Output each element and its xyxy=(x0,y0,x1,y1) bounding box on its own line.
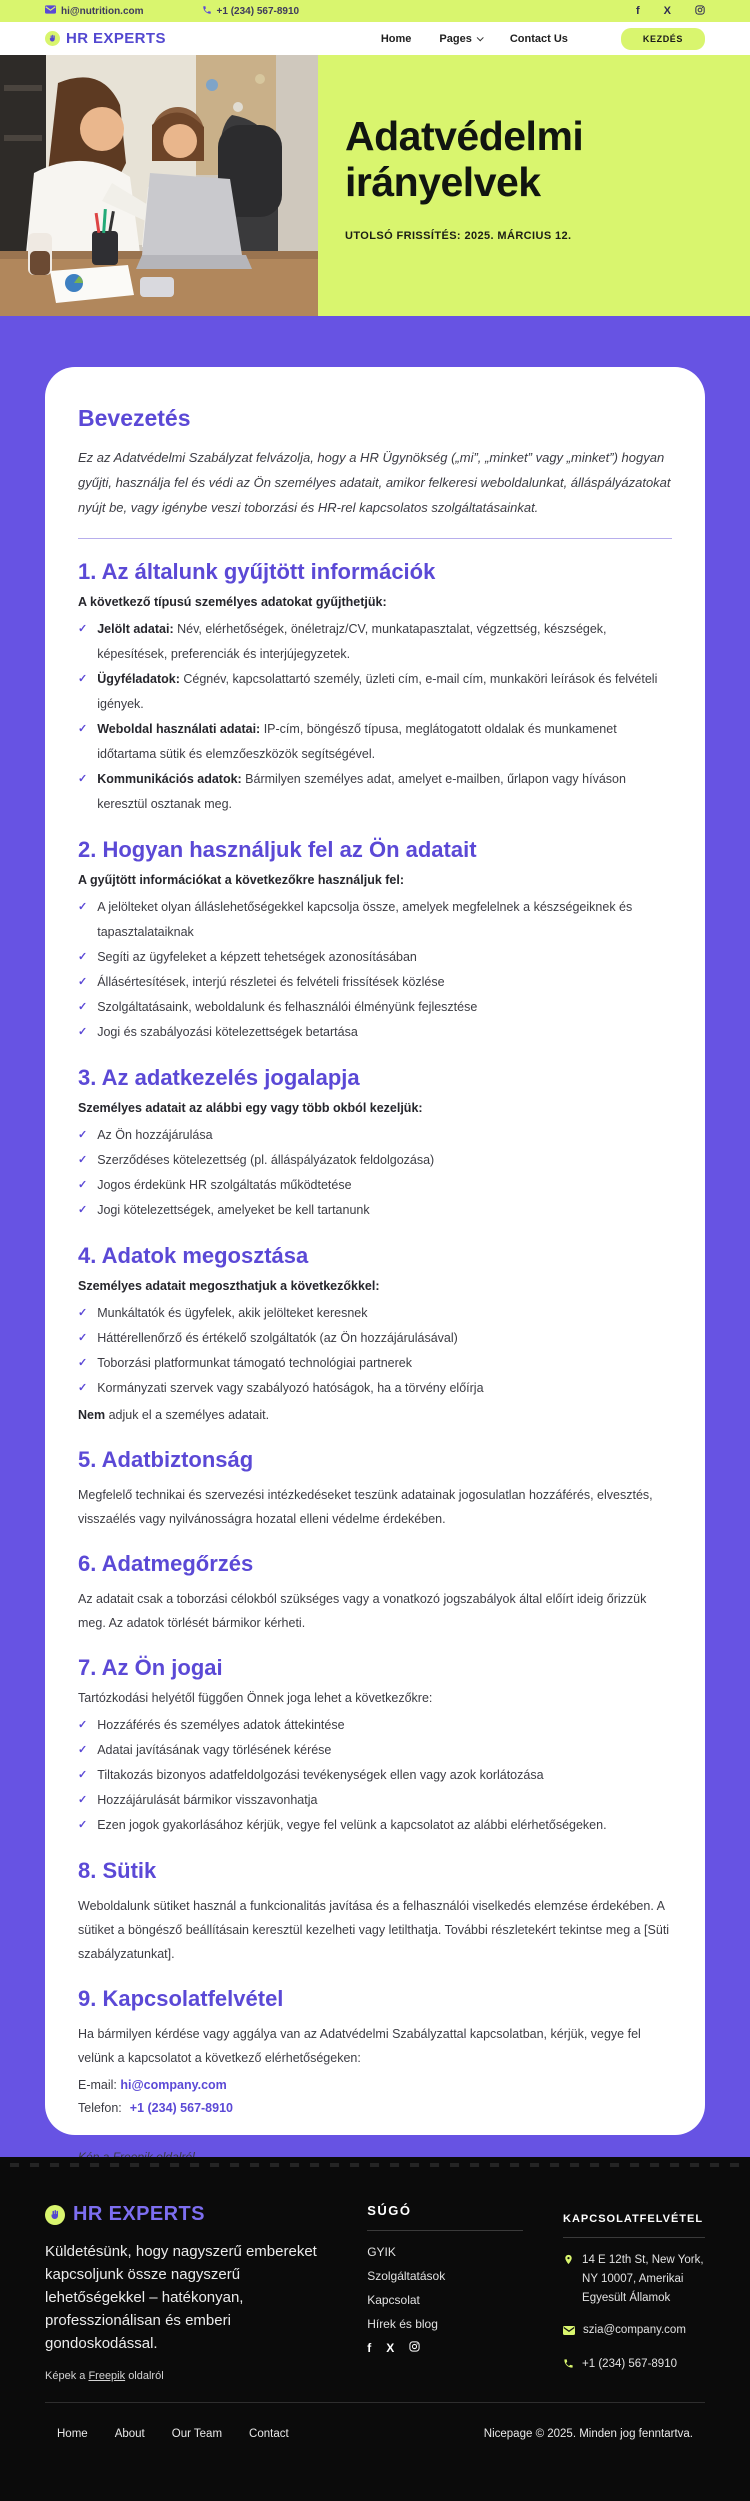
section-heading: 8. Sütik xyxy=(78,1858,157,1883)
facebook-icon[interactable]: f xyxy=(635,5,640,17)
checklist-item xyxy=(78,1788,672,1813)
nav-pages[interactable]: Pages xyxy=(439,33,481,45)
check-icon: ✓ xyxy=(78,1769,88,1781)
section-lead: A következő típusú személyes adatokat gyűjthetjük: xyxy=(78,595,387,609)
footer-brand-column xyxy=(45,2203,325,2382)
hero-photo xyxy=(0,55,318,316)
section-heading: 2. Hogyan használjuk fel az Ön adatait xyxy=(78,837,477,862)
footer-image-credit: Képek a Freepik oldalról xyxy=(45,2370,164,2382)
check-icon: ✓ xyxy=(78,1819,88,1831)
phone-link[interactable]: +1 (234) 567-8910 xyxy=(129,2101,233,2115)
checklist-item-text: Szolgáltatásaink, weboldalunk és felhasználói élményünk fejlesztése xyxy=(97,1000,478,1014)
chevron-down-icon xyxy=(477,34,484,41)
envelope-icon xyxy=(45,5,56,17)
checklist-item xyxy=(78,1020,672,1045)
check-icon: ✓ xyxy=(78,1204,88,1216)
check-icon: ✓ xyxy=(78,673,88,685)
facebook-icon[interactable]: f xyxy=(367,2341,372,2355)
checklist-item xyxy=(78,1123,672,1148)
checklist-item xyxy=(78,895,672,945)
section-lead: Személyes adatait az alábbi egy vagy több okból kezeljük: xyxy=(78,1101,423,1115)
section-heading: 6. Adatmegőrzés xyxy=(78,1551,254,1576)
instagram-icon[interactable] xyxy=(409,2341,420,2355)
checklist-item xyxy=(78,617,672,667)
instagram-icon[interactable] xyxy=(695,5,705,18)
checklist-item xyxy=(78,1326,672,1351)
checklist-item-text: Ezen jogok gyakorlásához kérjük, vegye fel velünk a kapcsolatot az alábbi elérhetőségeken. xyxy=(97,1818,607,1832)
footer-nav-link[interactable]: Our Team xyxy=(171,2428,223,2440)
topbar-social xyxy=(636,5,705,18)
footer-phone-link[interactable]: +1 (234) 567-8910 xyxy=(582,2358,677,2370)
section-paragraph: Weboldalunk sütiket használ a funkcionalitás javítása és a felhasználói viselkedés elemzése érdekében. A sütiket a böngésző beállításain keresztül kezelheti vagy letilthatja. További részletekért tekintse meg a [Süti szabályzatunkat]. xyxy=(78,1899,670,1961)
nav-home[interactable]: Home xyxy=(380,32,412,45)
check-icon: ✓ xyxy=(78,976,88,988)
checklist-item-text: Az Ön hozzájárulása xyxy=(97,1128,213,1142)
checklist-item xyxy=(78,995,672,1020)
section-paragraph: Megfelelő technikai és szervezési intézkedéseket teszünk adatainak jogosulatlan hozzáférés, elvesztés, visszaélés vagy nyilvánosságra hozatal elleni védelme érdekében. xyxy=(78,1488,653,1526)
checklist-item xyxy=(78,1763,672,1788)
checklist xyxy=(78,895,672,1045)
footer-help-link[interactable]: Szolgáltatások xyxy=(367,2269,446,2283)
site-header xyxy=(0,22,750,55)
last-updated: UTOLSÓ FRISSÍTÉS: 2025. MÁRCIUS 12. xyxy=(345,229,572,242)
checklist xyxy=(78,1123,672,1223)
checklist-item-text: Toborzási platformunkat támogató technológiai partnerek xyxy=(97,1356,412,1370)
checklist-item-text: Adatai javításának vagy törlésének kérése xyxy=(97,1743,332,1757)
checklist-item-text: Tiltakozás bizonyos adatfeldolgozási tevékenységek ellen vagy azok korlátozása xyxy=(97,1768,544,1782)
hero-text xyxy=(318,55,603,316)
article-sections xyxy=(78,559,672,2120)
footer-mission: Küldetésünk, hogy nagyszerű embereket kapcsoljunk össze nagyszerű lehetőségekkel – hatékonyan, professzionálisan és emberi gondoskodással. xyxy=(45,2243,317,2352)
check-icon: ✓ xyxy=(78,1382,88,1394)
checklist-item xyxy=(78,970,672,995)
checklist-item xyxy=(78,1351,672,1376)
x-icon[interactable]: X xyxy=(663,5,671,17)
checklist-item-text: Weboldal használati adatai: IP-cím, böngésző típusa, meglátogatott oldalak és munkamenet időtartama sütik és elemzőeszközök segítségével. xyxy=(97,722,617,761)
check-icon: ✓ xyxy=(78,1357,88,1369)
footer-contact-heading: KAPCSOLATFELVÉTEL xyxy=(563,2213,705,2238)
topbar-phone-link[interactable] xyxy=(202,5,300,18)
checklist-item xyxy=(78,1813,672,1838)
checklist-item-text: Hozzáférés és személyes adatok áttekintése xyxy=(97,1718,345,1732)
footer-help-links xyxy=(367,2245,523,2331)
checklist-item-text: Jogi és szabályozási kötelezettségek betartása xyxy=(97,1025,358,1039)
checklist-item-text: Ügyféladatok: Cégnév, kapcsolattartó személy, üzleti cím, e-mail cím, munkaköri leírások és felvételi igények. xyxy=(97,672,658,711)
brand-hand-icon xyxy=(45,31,60,46)
checklist-item-text: Jelölt adatai: Név, elérhetőségek, önéletrajz/CV, munkatapasztalat, végzettség, készségek, képesítések, preferenciák és interjújegyzetek. xyxy=(97,622,607,661)
check-icon: ✓ xyxy=(78,1719,88,1731)
topbar-email-link[interactable] xyxy=(45,5,144,17)
cta-button[interactable]: KEZDÉS xyxy=(621,28,705,50)
footer-phone xyxy=(563,2355,705,2376)
checklist-item-text: Hozzájárulását bármikor visszavonhatja xyxy=(97,1793,318,1807)
topbar-email-text: hi@nutrition.com xyxy=(61,5,144,17)
checklist xyxy=(78,1713,672,1838)
section-heading: 3. Az adatkezelés jogalapja xyxy=(78,1065,360,1090)
section-heading: 4. Adatok megosztása xyxy=(78,1243,309,1268)
footer-brand-hand-icon xyxy=(45,2205,65,2225)
checklist-item-text: Jogos érdekünk HR szolgáltatás működtetése xyxy=(97,1178,352,1192)
policy-section xyxy=(78,1551,672,1635)
site-footer xyxy=(0,2157,750,2501)
checklist-item-text: Jogi kötelezettségek, amelyeket be kell tartanunk xyxy=(97,1203,370,1217)
checklist-item-text: Munkáltatók és ügyfelek, akik jelölteket keresnek xyxy=(97,1306,368,1320)
brand-text: HR EXPERTS xyxy=(66,30,166,47)
policy-section xyxy=(78,1986,672,2120)
policy-section xyxy=(78,1858,672,1966)
email-link[interactable]: hi@company.com xyxy=(120,2078,227,2092)
footer-nav-link[interactable]: About xyxy=(114,2428,145,2440)
footer-nav-link[interactable]: Contact xyxy=(249,2428,289,2440)
section-note: Nem adjuk el a személyes adatait. xyxy=(78,1408,270,1422)
footer-freepik-link[interactable]: Freepik xyxy=(88,2370,126,2382)
checklist-item xyxy=(78,1738,672,1763)
main-section xyxy=(0,316,750,2157)
check-icon: ✓ xyxy=(78,1001,88,1013)
footer-help-column xyxy=(367,2203,523,2382)
nav-contact-us[interactable]: Contact Us xyxy=(509,32,568,45)
checklist-item-text: A jelölteket olyan álláslehetőségekkel kapcsolja össze, amelyek megfelelnek a készségeiknek és tapasztalataiknak xyxy=(97,900,633,939)
footer-help-heading: SÚGÓ xyxy=(367,2203,523,2231)
footer-help-link[interactable]: GYIK xyxy=(367,2245,396,2259)
section-lead: A gyűjtött információkat a következőkre használjuk fel: xyxy=(78,873,405,887)
checklist-item-text: Kormányzati szervek vagy szabályozó hatóságok, ha a törvény előírja xyxy=(97,1381,484,1395)
footer-brand-text: HR EXPERTS xyxy=(73,2203,205,2225)
policy-section xyxy=(78,837,672,1045)
topbar-phone-text: +1 (234) 567-8910 xyxy=(216,5,300,17)
check-icon: ✓ xyxy=(78,1154,88,1166)
check-icon: ✓ xyxy=(78,1332,88,1344)
footer-help-link[interactable]: Kapcsolat xyxy=(367,2293,420,2307)
check-icon: ✓ xyxy=(78,773,88,785)
email-line: E-mail: hi@company.com xyxy=(78,2078,227,2092)
footer-address: 14 E 12th St, New York, NY 10007, Amerikai Egyesült Államok xyxy=(563,2251,705,2308)
footer-bottom-nav xyxy=(57,2428,289,2440)
envelope-icon xyxy=(563,2323,575,2342)
topbar xyxy=(0,0,750,22)
policy-section xyxy=(78,1447,672,1531)
check-icon: ✓ xyxy=(78,1129,88,1141)
checklist-item xyxy=(78,1376,672,1401)
checklist-item xyxy=(78,1148,672,1173)
section-paragraph: Az adatait csak a toborzási célokból szükséges vagy a vonatkozó jogszabályok által előírt ideig őrizzük meg. Az adatok törlését bármikor kérheti. xyxy=(78,1592,647,1630)
check-icon: ✓ xyxy=(78,1026,88,1038)
check-icon: ✓ xyxy=(78,951,88,963)
checklist xyxy=(78,1301,672,1401)
check-icon: ✓ xyxy=(78,723,88,735)
x-icon[interactable]: X xyxy=(386,2341,395,2355)
main-nav xyxy=(381,33,568,45)
brand-logo[interactable] xyxy=(45,30,166,47)
intro-heading: Bevezetés xyxy=(78,405,191,431)
checklist-item-text: Állásértesítések, interjú részletei és felvételi frissítések közlése xyxy=(97,975,445,989)
checklist-item xyxy=(78,717,672,767)
checklist-item-text: Háttérellenőrző és értékelő szolgáltatók (az Ön hozzájárulásával) xyxy=(97,1331,458,1345)
footer-email-link[interactable]: szia@company.com xyxy=(583,2324,686,2336)
check-icon: ✓ xyxy=(78,901,88,913)
policy-section xyxy=(78,1243,672,1427)
checklist-item-text: Szerződéses kötelezettség (pl. álláspályázatok feldolgozása) xyxy=(97,1153,435,1167)
section-heading: 9. Kapcsolatfelvétel xyxy=(78,1986,284,2011)
section-heading: 7. Az Ön jogai xyxy=(78,1655,223,1680)
checklist-item-text: Segíti az ügyfeleket a képzett tehetségek azonosításában xyxy=(97,950,417,964)
footer-contact-column xyxy=(563,2203,705,2382)
phone-icon xyxy=(563,2357,574,2376)
map-pin-icon xyxy=(563,2253,574,2273)
section-lead: Tartózkodási helyétől függően Önnek joga lehet a következőkre: xyxy=(78,1691,433,1705)
section-lead: Személyes adatait megoszthatjuk a következőkkel: xyxy=(78,1279,380,1293)
footer-email xyxy=(563,2321,705,2342)
phone-line: Telefon: +1 (234) 567-8910 xyxy=(78,2101,233,2115)
intro-text: Ez az Adatvédelmi Szabályzat felvázolja, hogy a HR Ügynökség („mi”, „minket” vagy „minket”) hogyan gyűjti, használja fel és védi az Ön személyes adatait, amikor felkeresi weboldalunkat, álláspályázatokat nyújt be, vagy igénybe veszi toborzási és HR-rel kapcsolatos szolgáltatásainkat. xyxy=(78,450,671,515)
checklist xyxy=(78,617,672,817)
section-heading: 1. Az általunk gyűjtött információk xyxy=(78,559,436,584)
page-title: Adatvédelmi irányelvek xyxy=(345,113,584,206)
check-icon: ✓ xyxy=(78,1179,88,1191)
checklist-item xyxy=(78,1713,672,1738)
check-icon: ✓ xyxy=(78,1307,88,1319)
checklist-item xyxy=(78,667,672,717)
checklist-item xyxy=(78,945,672,970)
check-icon: ✓ xyxy=(78,1794,88,1806)
hero-section xyxy=(0,55,750,316)
check-icon: ✓ xyxy=(78,1744,88,1756)
footer-social xyxy=(367,2341,523,2355)
footer-nav-link[interactable]: Home xyxy=(57,2428,88,2440)
checklist-item-text: Kommunikációs adatok: Bármilyen személyes adat, amelyet e-mailben, űrlapon vagy híváson keresztül osztanak meg. xyxy=(97,772,626,811)
footer-help-link[interactable]: Hírek és blog xyxy=(367,2317,438,2331)
footer-brand-logo[interactable] xyxy=(45,2203,325,2226)
phone-icon xyxy=(202,5,212,18)
checklist-item xyxy=(78,1173,672,1198)
policy-section xyxy=(78,1655,672,1838)
checklist-item xyxy=(78,1301,672,1326)
policy-card xyxy=(45,367,705,2135)
divider xyxy=(78,538,672,539)
policy-section xyxy=(78,1065,672,1223)
footer-bottom xyxy=(45,2403,705,2440)
policy-section xyxy=(78,559,672,817)
copyright: Nicepage © 2025. Minden jog fenntartva. xyxy=(483,2428,693,2440)
checklist-item xyxy=(78,1198,672,1223)
section-paragraph: Ha bármilyen kérdése vagy aggálya van az Adatvédelmi Szabályzattal kapcsolatban, kérjük, vegye fel velünk a kapcsolatot a következő elérhetőségeken: xyxy=(78,2027,641,2065)
section-heading: 5. Adatbiztonság xyxy=(78,1447,254,1472)
check-icon: ✓ xyxy=(78,623,88,635)
checklist-item xyxy=(78,767,672,817)
